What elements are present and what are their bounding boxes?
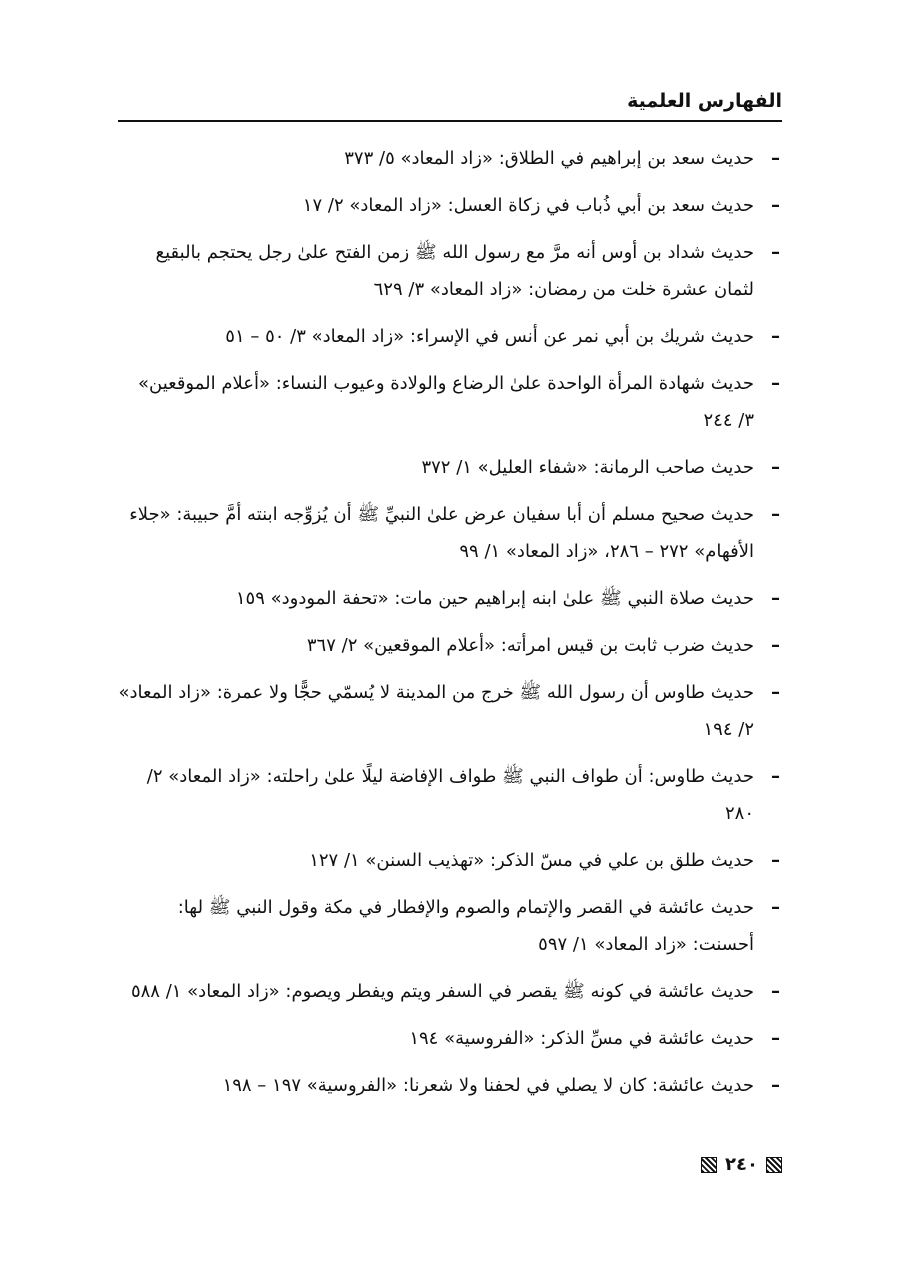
entry-dash: – (771, 850, 780, 871)
page-number: ٢٤٠ (725, 1154, 758, 1175)
entry-dash: – (771, 373, 780, 394)
entry-dash: – (771, 897, 780, 918)
index-entry (118, 496, 782, 570)
entry-text: حديث صحيح مسلم أن أبا سفيان عرض علىٰ النبيِّ ﷺ أن يُزوِّجه ابنته أمَّ حبيبة: «جلاء الأفهام» ٢٧٢ – ٢٨٦، «زاد المعاد» ١/ ٩٩ (129, 504, 754, 562)
index-entry (118, 758, 782, 832)
entry-text: حديث ضرب ثابت بن قيس امرأته: «أعلام الموقعين» ٢/ ٣٦٧ (306, 635, 754, 656)
entry-dash: – (771, 981, 780, 1002)
index-entry (118, 1067, 782, 1104)
index-entry (118, 842, 782, 879)
entry-dash: – (771, 457, 780, 478)
page-footer (701, 1154, 782, 1175)
entry-text: حديث عائشة في مسِّ الذكر: «الفروسية» ١٩٤ (409, 1028, 754, 1049)
index-entry (118, 318, 782, 355)
entry-text: حديث عائشة في كونه ﷺ يقصر في السفر ويتم ويفطر ويصوم: «زاد المعاد» ١/ ٥٨٨ (130, 981, 754, 1002)
ornament-icon (766, 1157, 782, 1173)
header-title: الفهارس العلمية (627, 90, 782, 112)
index-list (118, 140, 782, 1114)
entry-text: حديث شريك بن أبي نمر عن أنس في الإسراء: «زاد المعاد» ٣/ ٥٠ – ٥١ (225, 326, 754, 347)
index-entry (118, 627, 782, 664)
index-entry (118, 1020, 782, 1057)
entry-dash: – (771, 682, 780, 703)
index-entry (118, 973, 782, 1010)
index-entry (118, 365, 782, 439)
index-entry (118, 187, 782, 224)
index-entry (118, 140, 782, 177)
entry-text: حديث عائشة: كان لا يصلي في لحفنا ولا شعرنا: «الفروسية» ١٩٧ – ١٩٨ (222, 1075, 754, 1096)
entry-dash: – (771, 1075, 780, 1096)
entry-dash: – (771, 1028, 780, 1049)
entry-text: حديث صاحب الرمانة: «شفاء العليل» ١/ ٣٧٢ (421, 457, 754, 478)
entry-text: حديث سعد بن إبراهيم في الطلاق: «زاد المعاد» ٥/ ٣٧٣ (344, 148, 754, 169)
entry-text: حديث طاوس: أن طواف النبي ﷺ طواف الإفاضة ليلًا علىٰ راحلته: «زاد المعاد» ٢/ ٢٨٠ (146, 766, 754, 824)
entry-text: حديث عائشة في القصر والإتمام والصوم والإفطار في مكة وقول النبي ﷺ لها: أحسنت: «زاد المعاد» ١/ ٥٩٧ (177, 897, 754, 955)
entry-dash: – (771, 326, 780, 347)
entry-text: حديث صلاة النبي ﷺ علىٰ ابنه إبراهيم حين مات: «تحفة المودود» ١٥٩ (235, 588, 754, 609)
index-entry (118, 234, 782, 308)
entry-text: حديث شهادة المرأة الواحدة علىٰ الرضاع والولادة وعيوب النساء: «أعلام الموقعين» ٣/ ٢٤٤ (137, 373, 754, 431)
index-entry (118, 580, 782, 617)
entry-text: حديث شداد بن أوس أنه مرَّ مع رسول الله ﷺ زمن الفتح علىٰ رجل يحتجم بالبقيع لثمان عشرة خلت من رمضان: «زاد المعاد» ٣/ ٦٢٩ (155, 242, 754, 300)
entry-text: حديث طاوس أن رسول الله ﷺ خرج من المدينة لا يُسمّي حجًّا ولا عمرة: «زاد المعاد» ٢/ ١٩٤ (118, 682, 754, 740)
entry-dash: – (771, 242, 780, 263)
entry-text: حديث طلق بن علي في مسّ الذكر: «تهذيب السنن» ١/ ١٢٧ (309, 850, 754, 871)
index-entry (118, 889, 782, 963)
entry-dash: – (771, 504, 780, 525)
entry-dash: – (771, 588, 780, 609)
index-entry (118, 674, 782, 748)
entry-dash: – (771, 766, 780, 787)
entry-dash: – (771, 635, 780, 656)
ornament-icon (701, 1157, 717, 1173)
entry-text: حديث سعد بن أبي ذُباب في زكاة العسل: «زاد المعاد» ٢/ ١٧ (302, 195, 754, 216)
entry-dash: – (771, 195, 780, 216)
running-header (118, 86, 782, 122)
entry-dash: – (771, 148, 780, 169)
index-entry (118, 449, 782, 486)
